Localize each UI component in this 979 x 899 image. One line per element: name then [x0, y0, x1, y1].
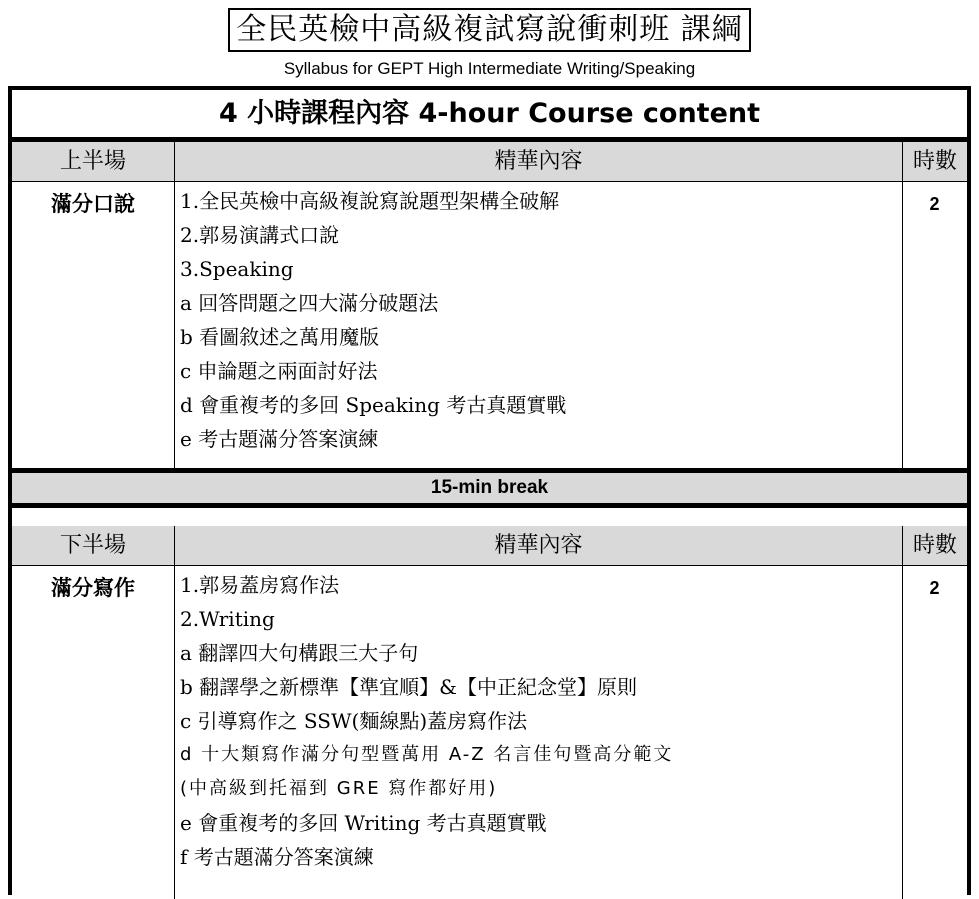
list-item: d 會重複考的多回 Speaking 考古真題實戰 — [180, 393, 567, 417]
first-half-header-row — [12, 142, 967, 182]
column-divider — [174, 566, 175, 899]
second-half-body-row — [12, 566, 967, 899]
course-header: 4 小時課程內容 4-hour Course content — [12, 90, 967, 142]
list-item: e 考古題滿分答案演練 — [180, 427, 379, 451]
list-item: (中高級到托福到 GRE 寫作都好用) — [180, 778, 498, 799]
list-item: b 看圖敘述之萬用魔版 — [180, 325, 380, 349]
document-subtitle: Syllabus for GEPT High Intermediate Writing/Speaking — [283, 59, 696, 78]
list-item: d 十大類寫作滿分句型暨萬用 A-Z 名言佳句暨高分範文 — [180, 744, 674, 765]
second-half-col1-header: 下半場 — [59, 533, 126, 558]
first-half-col1-header: 上半場 — [59, 149, 126, 174]
list-item: a 回答問題之四大滿分破題法 — [180, 291, 439, 315]
list-item: 1.郭易蓋房寫作法 — [180, 573, 340, 597]
list-item: 3.Speaking — [180, 257, 294, 281]
second-half-items — [180, 568, 896, 874]
first-half-col2-header: 精華內容 — [174, 142, 902, 182]
column-divider — [902, 182, 903, 468]
break-row: 15-min break — [12, 468, 967, 508]
list-item: 1.全民英檢中高級複說寫說題型架構全破解 — [180, 189, 560, 213]
list-item: c 引導寫作之 SSW(麵線點)蓋房寫作法 — [180, 709, 528, 733]
list-item: b 翻譯學之新標準【準宜順】&【中正紀念堂】原則 — [180, 675, 637, 699]
second-half-col3-header: 時數 — [902, 526, 967, 566]
first-half-body-row — [12, 182, 967, 468]
list-item: 2.Writing — [180, 607, 275, 631]
first-half-hours: 2 — [929, 194, 940, 214]
list-item: 2.郭易演講式口說 — [180, 223, 340, 247]
second-half-col2-header: 精華內容 — [174, 526, 902, 566]
syllabus-table — [8, 86, 971, 895]
first-half-col3-header: 時數 — [902, 142, 967, 182]
column-divider — [174, 182, 175, 468]
first-half-section-name: 滿分口說 — [51, 192, 135, 216]
second-half-section-name: 滿分寫作 — [51, 576, 135, 600]
second-half-header-row — [12, 526, 967, 566]
document-title: 全民英檢中高級複試寫說衝刺班 課綱 — [228, 8, 751, 52]
title-wrap — [0, 8, 979, 52]
column-divider — [902, 566, 903, 899]
first-half-items — [180, 184, 896, 456]
list-item: f 考古題滿分答案演練 — [180, 845, 374, 869]
list-item: c 申論題之兩面討好法 — [180, 359, 378, 383]
list-item: a 翻譯四大句構跟三大子句 — [180, 641, 419, 665]
list-item: e 會重複考的多回 Writing 考古真題實戰 — [180, 811, 547, 835]
second-half-hours: 2 — [929, 578, 940, 598]
